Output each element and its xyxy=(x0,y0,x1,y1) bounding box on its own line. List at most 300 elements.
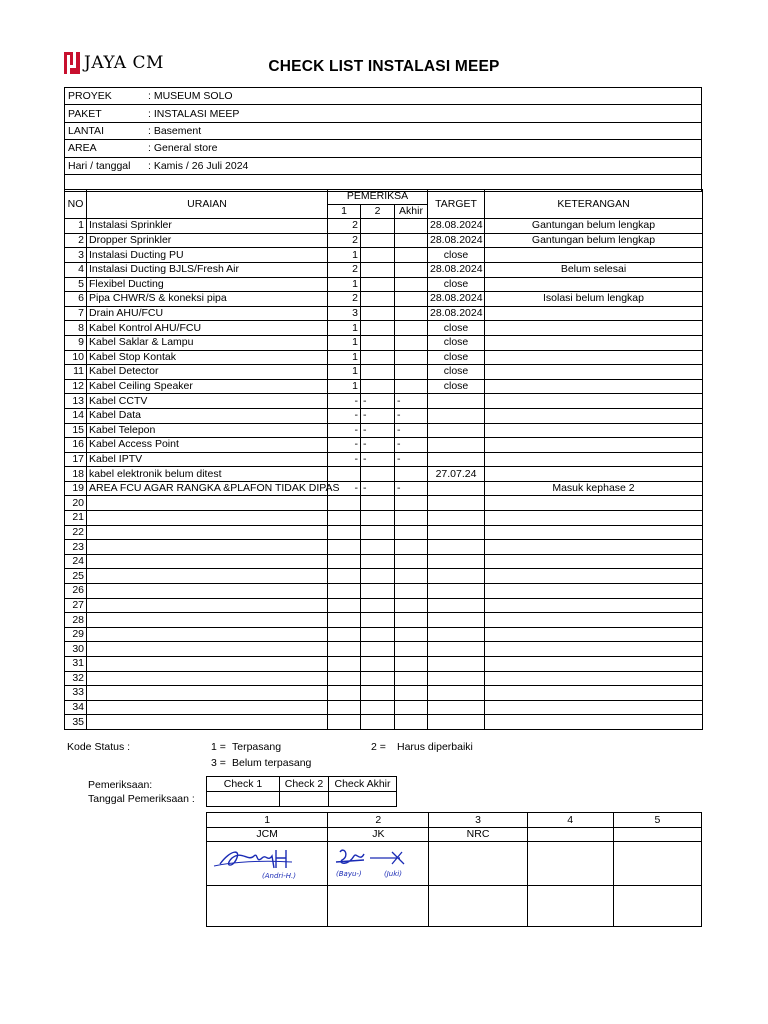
row-number: 9 xyxy=(65,335,87,350)
signer-number-3: 3 xyxy=(429,813,527,828)
row-pemeriksa-akhir xyxy=(395,496,428,511)
row-target: 27.07.24 xyxy=(428,467,485,482)
row-number: 28 xyxy=(65,613,87,628)
row-pemeriksa-1 xyxy=(328,657,361,672)
row-number: 2 xyxy=(65,233,87,248)
signature-2-label-a: (Bayu-) xyxy=(336,870,362,878)
row-target xyxy=(428,657,485,672)
row-target: 28.08.2024 xyxy=(428,219,485,234)
row-pemeriksa-2 xyxy=(361,715,395,730)
row-pemeriksa-akhir xyxy=(395,467,428,482)
row-pemeriksa-1: 2 xyxy=(328,233,361,248)
row-pemeriksa-2 xyxy=(361,671,395,686)
row-pemeriksa-1 xyxy=(328,671,361,686)
row-keterangan xyxy=(485,350,703,365)
row-keterangan: Isolasi belum lengkap xyxy=(485,292,703,307)
table-row xyxy=(65,262,703,277)
row-uraian: Instalasi Ducting PU xyxy=(87,248,328,263)
signer-org-4 xyxy=(527,827,613,842)
row-keterangan xyxy=(485,613,703,628)
row-pemeriksa-akhir xyxy=(395,569,428,584)
row-pemeriksa-1: 1 xyxy=(328,350,361,365)
row-pemeriksa-1: 3 xyxy=(328,306,361,321)
info-label: Hari / tanggal xyxy=(65,157,146,174)
row-pemeriksa-2: - xyxy=(361,423,395,438)
row-keterangan xyxy=(485,642,703,657)
row-pemeriksa-1 xyxy=(328,525,361,540)
row-uraian xyxy=(87,715,328,730)
row-pemeriksa-1: 1 xyxy=(328,365,361,380)
row-keterangan xyxy=(485,408,703,423)
row-uraian: Kabel Data xyxy=(87,408,328,423)
row-number: 10 xyxy=(65,350,87,365)
row-number: 15 xyxy=(65,423,87,438)
row-keterangan: Gantungan belum lengkap xyxy=(485,219,703,234)
row-pemeriksa-1: 2 xyxy=(328,292,361,307)
row-keterangan xyxy=(485,379,703,394)
row-number: 27 xyxy=(65,598,87,613)
row-uraian: Flexibel Ducting xyxy=(87,277,328,292)
row-uraian xyxy=(87,511,328,526)
row-keterangan xyxy=(485,467,703,482)
check-2-date xyxy=(280,792,329,807)
row-target xyxy=(428,540,485,555)
row-uraian: Kabel CCTV xyxy=(87,394,328,409)
header-uraian: URAIAN xyxy=(87,190,328,219)
table-row xyxy=(65,686,703,701)
row-uraian: Dropper Sprinkler xyxy=(87,233,328,248)
row-target xyxy=(428,525,485,540)
row-pemeriksa-1 xyxy=(328,569,361,584)
row-pemeriksa-2 xyxy=(361,277,395,292)
table-row xyxy=(65,554,703,569)
row-keterangan xyxy=(485,584,703,599)
row-pemeriksa-akhir: - xyxy=(395,481,428,496)
row-pemeriksa-akhir xyxy=(395,306,428,321)
row-pemeriksa-akhir xyxy=(395,292,428,307)
signature-cell-2 xyxy=(328,842,429,886)
row-keterangan xyxy=(485,321,703,336)
table-row xyxy=(65,408,703,423)
row-target: 28.08.2024 xyxy=(428,292,485,307)
row-pemeriksa-2: - xyxy=(361,408,395,423)
row-uraian xyxy=(87,584,328,599)
row-pemeriksa-akhir xyxy=(395,598,428,613)
row-pemeriksa-akhir xyxy=(395,554,428,569)
row-keterangan xyxy=(485,438,703,453)
row-uraian xyxy=(87,525,328,540)
signature-name-cell-5 xyxy=(613,886,701,927)
row-uraian: Pipa CHWR/S & koneksi pipa xyxy=(87,292,328,307)
row-pemeriksa-2 xyxy=(361,584,395,599)
row-pemeriksa-akhir xyxy=(395,262,428,277)
project-info-table xyxy=(64,87,702,192)
row-uraian xyxy=(87,496,328,511)
signature-cell-5 xyxy=(613,842,701,886)
row-target xyxy=(428,671,485,686)
row-pemeriksa-2 xyxy=(361,540,395,555)
row-number: 13 xyxy=(65,394,87,409)
signature-cell-1 xyxy=(207,842,328,886)
table-row xyxy=(65,598,703,613)
row-pemeriksa-2: - xyxy=(361,394,395,409)
row-number: 24 xyxy=(65,554,87,569)
row-target xyxy=(428,408,485,423)
signature-name-cell-1 xyxy=(207,886,328,927)
row-pemeriksa-akhir xyxy=(395,700,428,715)
row-pemeriksa-1 xyxy=(328,598,361,613)
row-keterangan xyxy=(485,525,703,540)
row-uraian xyxy=(87,700,328,715)
row-pemeriksa-1 xyxy=(328,540,361,555)
table-row xyxy=(65,423,703,438)
info-value: : INSTALASI MEEP xyxy=(145,105,702,122)
row-target xyxy=(428,598,485,613)
row-uraian xyxy=(87,613,328,628)
row-pemeriksa-2 xyxy=(361,613,395,628)
row-pemeriksa-1: - xyxy=(328,452,361,467)
header-pemeriksa-akhir: Akhir xyxy=(395,204,428,219)
row-keterangan xyxy=(485,306,703,321)
row-pemeriksa-2 xyxy=(361,511,395,526)
tanggal-pemeriksaan-label: Tanggal Pemeriksaan : xyxy=(88,793,195,805)
row-pemeriksa-2 xyxy=(361,248,395,263)
row-target xyxy=(428,627,485,642)
row-pemeriksa-akhir xyxy=(395,715,428,730)
table-row xyxy=(65,511,703,526)
row-number: 3 xyxy=(65,248,87,263)
info-value: : MUSEUM SOLO xyxy=(145,88,702,105)
check-akhir-header: Check Akhir xyxy=(329,777,397,792)
row-target xyxy=(428,554,485,569)
handwritten-signature-1 xyxy=(212,842,322,882)
row-uraian: Instalasi Sprinkler xyxy=(87,219,328,234)
row-pemeriksa-1: - xyxy=(328,408,361,423)
check-1-date xyxy=(207,792,280,807)
info-label: LANTAI xyxy=(65,122,146,139)
row-pemeriksa-2 xyxy=(361,365,395,380)
table-row xyxy=(65,394,703,409)
row-pemeriksa-akhir xyxy=(395,511,428,526)
row-keterangan xyxy=(485,335,703,350)
row-number: 33 xyxy=(65,686,87,701)
row-target: close xyxy=(428,335,485,350)
row-pemeriksa-1: 2 xyxy=(328,219,361,234)
header-keterangan: KETERANGAN xyxy=(485,190,703,219)
pemeriksaan-label: Pemeriksaan: xyxy=(88,779,153,791)
row-uraian: Kabel Detector xyxy=(87,365,328,380)
row-pemeriksa-2 xyxy=(361,335,395,350)
table-row xyxy=(65,452,703,467)
row-target: close xyxy=(428,248,485,263)
row-number: 14 xyxy=(65,408,87,423)
row-pemeriksa-2 xyxy=(361,598,395,613)
info-row xyxy=(65,105,702,122)
row-pemeriksa-akhir: - xyxy=(395,394,428,409)
row-pemeriksa-1: - xyxy=(328,423,361,438)
row-pemeriksa-akhir xyxy=(395,379,428,394)
row-pemeriksa-akhir xyxy=(395,671,428,686)
table-row xyxy=(65,715,703,730)
row-target: close xyxy=(428,379,485,394)
row-number: 17 xyxy=(65,452,87,467)
row-pemeriksa-1: - xyxy=(328,438,361,453)
row-pemeriksa-akhir xyxy=(395,642,428,657)
row-target xyxy=(428,452,485,467)
header-target: TARGET xyxy=(428,190,485,219)
row-pemeriksa-1: 1 xyxy=(328,277,361,292)
checklist-table xyxy=(64,189,703,730)
table-row xyxy=(65,467,703,482)
row-pemeriksa-akhir xyxy=(395,321,428,336)
row-number: 1 xyxy=(65,219,87,234)
row-pemeriksa-1: 1 xyxy=(328,248,361,263)
row-number: 25 xyxy=(65,569,87,584)
row-pemeriksa-akhir: - xyxy=(395,408,428,423)
table-row xyxy=(65,438,703,453)
signer-org-5 xyxy=(613,827,701,842)
row-number: 4 xyxy=(65,262,87,277)
row-number: 30 xyxy=(65,642,87,657)
row-keterangan: Belum selesai xyxy=(485,262,703,277)
info-value: : Kamis / 26 Juli 2024 xyxy=(145,157,702,174)
row-pemeriksa-akhir xyxy=(395,365,428,380)
row-pemeriksa-akhir xyxy=(395,350,428,365)
row-pemeriksa-1 xyxy=(328,511,361,526)
info-label: PROYEK xyxy=(65,88,146,105)
row-pemeriksa-2 xyxy=(361,306,395,321)
table-row xyxy=(65,365,703,380)
row-pemeriksa-1 xyxy=(328,700,361,715)
row-uraian xyxy=(87,671,328,686)
row-pemeriksa-1: 1 xyxy=(328,321,361,336)
status-1-text: Terpasang xyxy=(232,741,282,753)
row-target xyxy=(428,438,485,453)
row-target xyxy=(428,584,485,599)
table-row xyxy=(65,627,703,642)
signature-name-cell-3 xyxy=(429,886,527,927)
table-row xyxy=(65,248,703,263)
info-row xyxy=(65,88,702,105)
table-row xyxy=(65,584,703,599)
row-pemeriksa-akhir xyxy=(395,540,428,555)
row-pemeriksa-akhir: - xyxy=(395,423,428,438)
row-uraian: Instalasi Ducting BJLS/Fresh Air xyxy=(87,262,328,277)
row-target xyxy=(428,481,485,496)
info-row xyxy=(65,157,702,174)
row-pemeriksa-2: - xyxy=(361,452,395,467)
row-number: 32 xyxy=(65,671,87,686)
row-keterangan xyxy=(485,657,703,672)
row-uraian xyxy=(87,540,328,555)
table-row xyxy=(65,481,703,496)
row-keterangan xyxy=(485,627,703,642)
row-keterangan xyxy=(485,700,703,715)
page-title: CHECK LIST INSTALASI MEEP xyxy=(268,58,500,75)
table-row xyxy=(65,642,703,657)
row-number: 16 xyxy=(65,438,87,453)
info-row xyxy=(65,122,702,139)
table-row xyxy=(65,306,703,321)
row-uraian: Drain AHU/FCU xyxy=(87,306,328,321)
row-target: close xyxy=(428,365,485,380)
row-number: 23 xyxy=(65,540,87,555)
row-number: 20 xyxy=(65,496,87,511)
row-pemeriksa-2 xyxy=(361,496,395,511)
row-pemeriksa-2 xyxy=(361,627,395,642)
row-target: 28.08.2024 xyxy=(428,233,485,248)
info-row xyxy=(65,140,702,157)
row-target xyxy=(428,394,485,409)
row-keterangan: Gantungan belum lengkap xyxy=(485,233,703,248)
header-pemeriksa: PEMERIKSA xyxy=(328,190,428,205)
row-pemeriksa-2 xyxy=(361,219,395,234)
row-keterangan xyxy=(485,452,703,467)
row-pemeriksa-2 xyxy=(361,233,395,248)
row-target: close xyxy=(428,321,485,336)
row-keterangan xyxy=(485,569,703,584)
row-pemeriksa-2 xyxy=(361,379,395,394)
row-uraian: Kabel IPTV xyxy=(87,452,328,467)
row-pemeriksa-1 xyxy=(328,613,361,628)
row-pemeriksa-1 xyxy=(328,554,361,569)
check-1-header: Check 1 xyxy=(207,777,280,792)
header-pemeriksa-1: 1 xyxy=(328,204,361,219)
row-pemeriksa-2 xyxy=(361,525,395,540)
row-keterangan xyxy=(485,394,703,409)
row-number: 35 xyxy=(65,715,87,730)
row-keterangan: Masuk kephase 2 xyxy=(485,481,703,496)
row-uraian: Kabel Stop Kontak xyxy=(87,350,328,365)
row-pemeriksa-2 xyxy=(361,467,395,482)
row-pemeriksa-akhir: - xyxy=(395,452,428,467)
header-no: NO xyxy=(65,190,87,219)
info-value: : General store xyxy=(145,140,702,157)
table-row xyxy=(65,233,703,248)
table-row xyxy=(65,277,703,292)
signature-cell-4 xyxy=(527,842,613,886)
row-pemeriksa-2 xyxy=(361,554,395,569)
row-pemeriksa-1 xyxy=(328,584,361,599)
row-keterangan xyxy=(485,540,703,555)
signer-number-5: 5 xyxy=(613,813,701,828)
row-number: 26 xyxy=(65,584,87,599)
status-2-code: 2 = xyxy=(371,741,386,753)
table-row xyxy=(65,379,703,394)
row-target: 28.08.2024 xyxy=(428,262,485,277)
row-pemeriksa-akhir xyxy=(395,277,428,292)
row-uraian: Kabel Ceiling Speaker xyxy=(87,379,328,394)
status-3-text: Belum terpasang xyxy=(232,757,312,769)
row-pemeriksa-1: 2 xyxy=(328,262,361,277)
row-number: 5 xyxy=(65,277,87,292)
row-pemeriksa-2: - xyxy=(361,481,395,496)
status-3-code: 3 = xyxy=(211,757,226,769)
row-pemeriksa-akhir xyxy=(395,248,428,263)
row-pemeriksa-akhir xyxy=(395,657,428,672)
table-row xyxy=(65,657,703,672)
row-uraian xyxy=(87,569,328,584)
status-2-text: Harus diperbaiki xyxy=(397,741,473,753)
row-number: 18 xyxy=(65,467,87,482)
table-row xyxy=(65,496,703,511)
row-uraian: Kabel Saklar & Lampu xyxy=(87,335,328,350)
row-keterangan xyxy=(485,671,703,686)
handwritten-signature-2 xyxy=(330,842,426,882)
row-target: close xyxy=(428,350,485,365)
info-label: PAKET xyxy=(65,105,146,122)
row-pemeriksa-1: - xyxy=(328,394,361,409)
row-pemeriksa-akhir xyxy=(395,627,428,642)
row-pemeriksa-2 xyxy=(361,657,395,672)
kode-status-label: Kode Status : xyxy=(67,741,131,753)
row-pemeriksa-akhir xyxy=(395,686,428,701)
row-target xyxy=(428,496,485,511)
logo-text: JAYA CM xyxy=(84,53,164,73)
signer-number-2: 2 xyxy=(328,813,429,828)
row-pemeriksa-akhir xyxy=(395,233,428,248)
row-number: 22 xyxy=(65,525,87,540)
row-pemeriksa-akhir xyxy=(395,335,428,350)
signer-org-2: JK xyxy=(328,827,429,842)
signer-number-1: 1 xyxy=(207,813,328,828)
row-pemeriksa-1 xyxy=(328,686,361,701)
row-pemeriksa-1 xyxy=(328,642,361,657)
row-number: 31 xyxy=(65,657,87,672)
signer-number-4: 4 xyxy=(527,813,613,828)
row-target xyxy=(428,613,485,628)
row-pemeriksa-2 xyxy=(361,321,395,336)
row-pemeriksa-1: - xyxy=(328,481,361,496)
row-target xyxy=(428,700,485,715)
table-row xyxy=(65,292,703,307)
row-uraian: AREA FCU AGAR RANGKA &PLAFON TIDAK DIPAS xyxy=(87,481,328,496)
row-target xyxy=(428,423,485,438)
row-pemeriksa-akhir xyxy=(395,525,428,540)
row-pemeriksa-1 xyxy=(328,467,361,482)
row-pemeriksa-akhir xyxy=(395,584,428,599)
row-number: 29 xyxy=(65,627,87,642)
row-keterangan xyxy=(485,365,703,380)
row-pemeriksa-akhir xyxy=(395,613,428,628)
table-row xyxy=(65,525,703,540)
row-pemeriksa-2 xyxy=(361,642,395,657)
row-number: 12 xyxy=(65,379,87,394)
signature-1-label: (Andri-H.) xyxy=(262,872,297,880)
row-pemeriksa-2 xyxy=(361,350,395,365)
row-keterangan xyxy=(485,277,703,292)
signature-table xyxy=(206,812,702,927)
row-uraian xyxy=(87,657,328,672)
row-uraian xyxy=(87,686,328,701)
row-pemeriksa-1 xyxy=(328,627,361,642)
info-value: : Basement xyxy=(145,122,702,139)
table-row xyxy=(65,335,703,350)
row-uraian xyxy=(87,598,328,613)
row-number: 21 xyxy=(65,511,87,526)
row-uraian xyxy=(87,642,328,657)
row-number: 6 xyxy=(65,292,87,307)
row-pemeriksa-1 xyxy=(328,715,361,730)
table-row xyxy=(65,321,703,336)
row-target xyxy=(428,686,485,701)
table-row xyxy=(65,350,703,365)
row-keterangan xyxy=(485,423,703,438)
row-target xyxy=(428,569,485,584)
row-number: 19 xyxy=(65,481,87,496)
row-uraian: Kabel Kontrol AHU/FCU xyxy=(87,321,328,336)
row-target xyxy=(428,642,485,657)
